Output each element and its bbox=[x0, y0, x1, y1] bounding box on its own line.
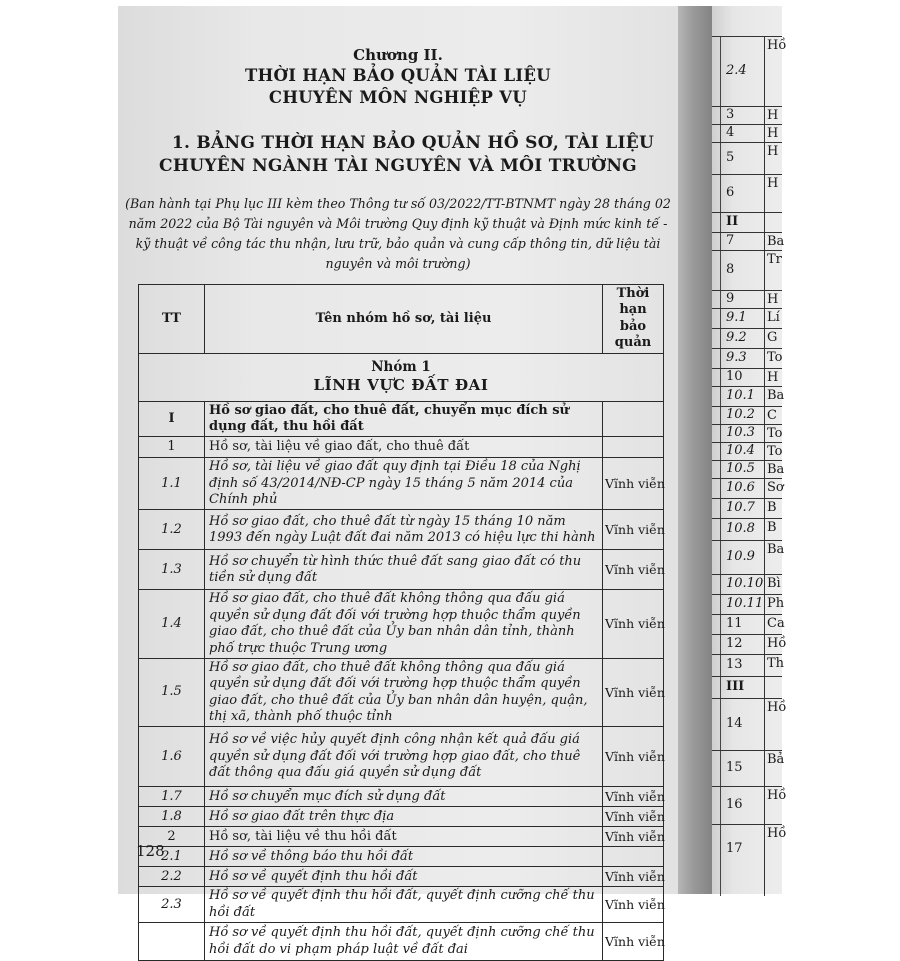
right-row-text: To bbox=[767, 444, 783, 459]
right-row-text: H bbox=[767, 292, 779, 307]
right-row-text: Lí bbox=[767, 310, 780, 325]
row-name: Hồ sơ giao đất, cho thuê đất từ ngày 15 tháng 10 năm 1993 đến ngày Luật đất đai năm 2013 có hiệu lực thi hành bbox=[205, 510, 603, 550]
right-row-tt: 10.5 bbox=[726, 461, 755, 476]
right-row-tt: 2.4 bbox=[726, 63, 747, 78]
table-row bbox=[139, 727, 664, 787]
table-header-row bbox=[139, 285, 664, 354]
right-row-text: B bbox=[767, 520, 777, 535]
row-name: Hồ sơ về việc hủy quyết định công nhận kết quả đấu giá quyền sử dụng đất đối với trường hợp giao đất, cho thuê đất thông qua đấu giá quyền sử dụng đất bbox=[205, 727, 603, 787]
row-retention bbox=[603, 847, 664, 867]
header-retention-line1: Thời hạn bbox=[616, 286, 650, 318]
row-retention bbox=[603, 401, 664, 437]
row-tt: I bbox=[139, 401, 205, 437]
row-tt: 1.3 bbox=[139, 550, 205, 590]
right-table-row bbox=[712, 824, 787, 874]
row-retention: Vĩnh viễn bbox=[603, 458, 664, 510]
right-row-text: B bbox=[767, 500, 777, 515]
right-table-row bbox=[712, 232, 785, 250]
right-row-text: Hồ bbox=[767, 38, 787, 53]
row-name: Hồ sơ chuyển mục đích sử dụng đất bbox=[205, 787, 603, 807]
right-row-tt: 10.3 bbox=[726, 425, 755, 440]
row-retention: Vĩnh viễn bbox=[603, 550, 664, 590]
group-field: LĨNH VỰC ĐẤT ĐAI bbox=[313, 376, 489, 395]
row-tt: 1.5 bbox=[139, 658, 205, 727]
right-row-text: H bbox=[767, 370, 779, 385]
right-row-text: Hồ bbox=[767, 826, 787, 841]
right-table-row bbox=[712, 124, 782, 142]
right-row-tt: 9.2 bbox=[726, 330, 747, 345]
right-row-tt: 10.1 bbox=[726, 388, 755, 403]
right-table-row bbox=[712, 614, 785, 634]
right-table-row bbox=[712, 750, 785, 786]
right-table-row bbox=[712, 498, 782, 518]
table-row bbox=[139, 847, 664, 867]
right-table-row bbox=[712, 368, 782, 386]
table-row bbox=[139, 458, 664, 510]
header-retention bbox=[603, 285, 664, 354]
group-name: Nhóm 1 bbox=[371, 359, 431, 376]
right-row-tt: 10.11 bbox=[726, 596, 764, 611]
note-line: kỹ thuật về công tác thu nhận, lưu trữ, bảo quản và cung cấp thông tin, dữ liệu tài bbox=[135, 236, 661, 251]
row-name: Hồ sơ giao đất, cho thuê đất, chuyển mục đích sử dụng đất, thu hồi đất bbox=[205, 401, 603, 437]
header-tt: TT bbox=[139, 285, 205, 354]
right-row-tt: 6 bbox=[726, 185, 735, 200]
right-row-tt: 15 bbox=[726, 760, 743, 775]
row-retention: Vĩnh viễn bbox=[603, 867, 664, 887]
right-table-row bbox=[712, 634, 787, 654]
row-retention: Vĩnh viễn bbox=[603, 727, 664, 787]
right-row-tt: 9.1 bbox=[726, 310, 747, 325]
right-row-text: Ba bbox=[767, 542, 785, 557]
right-table-row bbox=[712, 442, 782, 460]
group-cell bbox=[139, 353, 664, 401]
right-row-text: Ca bbox=[767, 616, 785, 631]
right-table-row bbox=[712, 424, 782, 442]
right-table-row bbox=[712, 386, 785, 406]
right-row-tt: 14 bbox=[726, 716, 743, 731]
chapter-title-line2: CHUYÊN MÔN NGHIỆP VỤ bbox=[268, 88, 528, 107]
right-table-row bbox=[712, 36, 787, 106]
row-name: Hồ sơ giao đất, cho thuê đất không thông qua đấu giá quyền sử dụng đất đối với trường hợp thuộc thẩm quyền giao đất, cho thuê đất của Ủy ban nhân dân huyện, quận, thị xã, thành phố thuộc tỉnh bbox=[205, 658, 603, 727]
right-table-row bbox=[712, 406, 782, 424]
right-table-row bbox=[712, 290, 782, 308]
row-name: Hồ sơ về quyết định thu hồi đất bbox=[205, 867, 603, 887]
row-retention: Vĩnh viễn bbox=[603, 787, 664, 807]
right-row-tt: 10.10 bbox=[726, 576, 764, 591]
row-tt: 1.4 bbox=[139, 590, 205, 659]
right-row-tt: 10 bbox=[726, 369, 743, 384]
note-line: (Ban hành tại Phụ lục III kèm theo Thông tư số 03/2022/TT-BTNMT ngày 28 tháng 02 bbox=[125, 196, 671, 211]
table-row bbox=[139, 923, 664, 961]
section-title-line2: CHUYÊN NGÀNH TÀI NGUYÊN VÀ MÔI TRƯỜNG bbox=[159, 156, 637, 176]
right-row-tt: 9.3 bbox=[726, 350, 747, 365]
right-table-row bbox=[712, 676, 782, 698]
right-table-row bbox=[712, 106, 782, 124]
right-row-text: C bbox=[767, 408, 777, 423]
row-retention: Vĩnh viễn bbox=[603, 807, 664, 827]
right-row-tt: 7 bbox=[726, 233, 735, 248]
row-tt: 1.6 bbox=[139, 727, 205, 787]
row-name: Hồ sơ về quyết định thu hồi đất, quyết định cưỡng chế thu hồi đất do vi phạm pháp luật về đất đai bbox=[205, 923, 603, 961]
right-table-row bbox=[712, 212, 782, 232]
right-table-row bbox=[712, 348, 782, 368]
note-line: nguyên và môi trường) bbox=[325, 256, 471, 271]
row-tt: 1.1 bbox=[139, 458, 205, 510]
right-row-text: H bbox=[767, 126, 779, 141]
right-row-text: Hồ bbox=[767, 788, 787, 803]
right-row-text: Bả bbox=[767, 752, 785, 767]
right-table-row bbox=[712, 540, 785, 574]
table-row bbox=[139, 867, 664, 887]
header-retention-line2: bảo quản bbox=[614, 318, 652, 351]
right-table-row bbox=[712, 478, 782, 498]
right-row-text: Tr bbox=[767, 252, 782, 267]
table-row bbox=[139, 510, 664, 550]
right-row-text: Sơ bbox=[767, 480, 784, 495]
right-row-tt: 9 bbox=[726, 291, 735, 306]
right-row-text: Bì bbox=[767, 576, 781, 591]
right-row-text: To bbox=[767, 426, 783, 441]
row-tt: 1.8 bbox=[139, 807, 205, 827]
table-row bbox=[139, 827, 664, 847]
row-retention: Vĩnh viễn bbox=[603, 827, 664, 847]
row-name: Hồ sơ giao đất trên thực địa bbox=[205, 807, 603, 827]
table-row bbox=[139, 787, 664, 807]
row-tt: 2 bbox=[139, 827, 205, 847]
retention-table bbox=[138, 284, 664, 961]
right-row-tt: 10.6 bbox=[726, 480, 755, 495]
row-name: Hồ sơ về quyết định thu hồi đất, quyết định cưỡng chế thu hồi đất bbox=[205, 887, 603, 923]
row-tt: 1 bbox=[139, 437, 205, 458]
right-row-tt: 11 bbox=[726, 616, 743, 631]
right-row-tt: 10.9 bbox=[726, 549, 755, 564]
right-row-tt: 10.4 bbox=[726, 443, 755, 458]
row-name: Hồ sơ, tài liệu về giao đất, cho thuê đất bbox=[205, 437, 603, 458]
right-table-row bbox=[712, 250, 782, 290]
table-row bbox=[139, 807, 664, 827]
chapter-number: Chương II. bbox=[353, 46, 443, 64]
group-row bbox=[139, 353, 664, 401]
table-row bbox=[139, 401, 664, 437]
row-tt: 1.2 bbox=[139, 510, 205, 550]
right-row-tt: 12 bbox=[726, 636, 743, 651]
right-table-row bbox=[712, 654, 785, 676]
right-row-text: Ba bbox=[767, 234, 785, 249]
chapter-title-line1: THỜI HẠN BẢO QUẢN TÀI LIỆU bbox=[245, 66, 551, 85]
right-row-tt: 10.2 bbox=[726, 407, 755, 422]
row-tt: 2.3 bbox=[139, 887, 205, 923]
row-tt: 2.2 bbox=[139, 867, 205, 887]
right-table-row bbox=[712, 328, 782, 348]
right-row-tt: 17 bbox=[726, 841, 743, 856]
right-table-row bbox=[712, 518, 782, 540]
right-row-text: H bbox=[767, 144, 779, 159]
table-row bbox=[139, 550, 664, 590]
row-retention bbox=[603, 437, 664, 458]
right-row-tt: 13 bbox=[726, 657, 743, 672]
right-page bbox=[712, 6, 787, 894]
right-row-tt: II bbox=[726, 214, 739, 229]
row-tt: 1.7 bbox=[139, 787, 205, 807]
table-row bbox=[139, 887, 664, 923]
right-row-tt: 8 bbox=[726, 262, 735, 277]
row-name: Hồ sơ giao đất, cho thuê đất không thông qua đấu giá quyền sử dụng đất đối với trường hợp thuộc thẩm quyền giao đất, cho thuê đất của Ủy ban nhân dân tỉnh, thành phố trực thuộc Trung ương bbox=[205, 590, 603, 659]
right-row-text: Ba bbox=[767, 388, 785, 403]
row-tt bbox=[139, 923, 205, 961]
right-table-row bbox=[712, 574, 782, 594]
right-row-text: Ba bbox=[767, 462, 785, 477]
right-row-tt: 4 bbox=[726, 125, 735, 140]
header-name: Tên nhóm hồ sơ, tài liệu bbox=[205, 285, 603, 354]
row-name: Hồ sơ về thông báo thu hồi đất bbox=[205, 847, 603, 867]
right-row-text: To bbox=[767, 350, 783, 365]
right-row-tt: 5 bbox=[726, 150, 735, 165]
right-row-text: H bbox=[767, 176, 779, 191]
page-number: 128 bbox=[136, 842, 165, 860]
right-table-row bbox=[712, 698, 787, 750]
table-row bbox=[139, 658, 664, 727]
row-retention: Vĩnh viễn bbox=[603, 658, 664, 727]
row-retention: Vĩnh viễn bbox=[603, 510, 664, 550]
left-page bbox=[118, 6, 678, 957]
table-row bbox=[139, 437, 664, 458]
right-table-row bbox=[712, 460, 785, 478]
row-retention: Vĩnh viễn bbox=[603, 887, 664, 923]
right-row-tt: 3 bbox=[726, 107, 735, 122]
right-row-text: Ph bbox=[767, 596, 785, 611]
right-row-text: Th bbox=[767, 656, 785, 671]
right-row-text: H bbox=[767, 108, 779, 123]
right-row-tt: III bbox=[726, 679, 745, 694]
section-title-line1: 1. BẢNG THỜI HẠN BẢO QUẢN HỒ SƠ, TÀI LIỆU bbox=[171, 133, 655, 153]
right-row-text: Hồ bbox=[767, 700, 787, 715]
right-table-row bbox=[712, 174, 782, 212]
table-row bbox=[139, 590, 664, 659]
note-line: năm 2022 của Bộ Tài nguyên và Môi trường Quy định kỹ thuật và Định mức kinh tế - bbox=[128, 216, 668, 231]
right-row-text: G bbox=[767, 330, 778, 345]
row-retention: Vĩnh viễn bbox=[603, 923, 664, 961]
row-name: Hồ sơ, tài liệu về thu hồi đất bbox=[205, 827, 603, 847]
right-table-row bbox=[712, 594, 785, 614]
row-tt: 2.1 bbox=[139, 847, 205, 867]
right-row-tt: 16 bbox=[726, 797, 743, 812]
right-row-text: Hồ bbox=[767, 636, 787, 651]
right-table-row bbox=[712, 142, 782, 174]
row-name: Hồ sơ, tài liệu về giao đất quy định tại Điều 18 của Nghị định số 43/2014/NĐ-CP ngày 15 tháng 5 năm 2014 của Chính phủ bbox=[205, 458, 603, 510]
right-table-row bbox=[712, 786, 787, 824]
row-retention: Vĩnh viễn bbox=[603, 590, 664, 659]
right-table-row bbox=[712, 308, 782, 328]
right-row-tt: 10.7 bbox=[726, 500, 755, 515]
row-name: Hồ sơ chuyển từ hình thức thuê đất sang giao đất có thu tiền sử dụng đất bbox=[205, 550, 603, 590]
right-row-tt: 10.8 bbox=[726, 521, 755, 536]
